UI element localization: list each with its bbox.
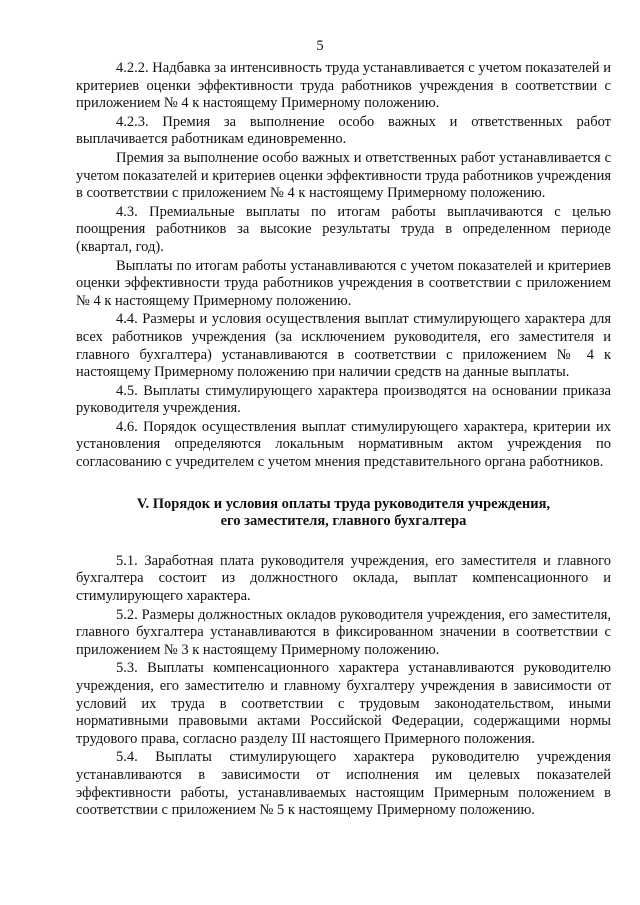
document-body: [76, 60, 611, 821]
paragraph-4-3: 4.3. Премиальные выплаты по итогам работы выплачиваются с целью поощрения работников за высокие результаты труда в определенном периоде (квартал, год).: [76, 203, 611, 255]
paragraph-4-2-2: 4.2.2. Надбавка за интенсивность труда устанавливается с учетом показателей и критериев оценки эффективности труда работников учреждения в соответствии с приложением № 4 к настоящему Примерному положению.: [76, 60, 611, 112]
paragraph-4-2-3-bonus: Премия за выполнение особо важных и ответственных работ устанавливается с учетом показателей и критериев оценки эффективности труда работников учреждения в соответствии с приложением № 4 к настоящему Примерному положению.: [76, 149, 611, 202]
paragraph-4-3-results: Выплаты по итогам работы устанавливаются с учетом показателей и критериев оценки эффективности труда работников учреждения в соответствии с приложением № 4 к настоящему Примерному положению.: [76, 257, 611, 309]
paragraph-5-3: 5.3. Выплаты компенсационного характера устанавливаются руководителю учреждения, его заместителю и главному бухгалтеру учреждения в зависимости от условий их труда в соответствии с трудовым законодательством, иными нормативными правовыми актами Российской Федерации, содержащими нормы трудового права, согласно разделу III настоящего Примерного положения.: [76, 660, 611, 747]
paragraph-5-2: 5.2. Размеры должностных окладов руководителя учреждения, его заместителя, главного бухгалтера устанавливаются в фиксированном значении в соответствии с приложением № 3 к настоящему Примерному положению.: [76, 606, 611, 658]
page-number: 5: [316, 38, 324, 54]
paragraph-4-2-3: 4.2.3. Премия за выполнение особо важных и ответственных работ выплачивается работникам единовременно.: [76, 113, 611, 148]
paragraph-4-4: 4.4. Размеры и условия осуществления выплат стимулирующего характера для всех работников учреждения (за исключением руководителя, его заместителя и главного бухгалтера) устанавливаются в соответствии с приложением № 4 к настоящему Примерному положению при наличии средств на данные выплаты.: [76, 311, 611, 381]
section-heading-line-1: V. Порядок и условия оплаты труда руководителя учреждения,: [136, 495, 551, 512]
section-heading: [76, 496, 611, 531]
section-heading-line-2: его заместителя, главного бухгалтера: [220, 513, 467, 530]
paragraph-5-1: 5.1. Заработная плата руководителя учреждения, его заместителя и главного бухгалтера состоит из должностного оклада, выплат компенсационного и стимулирующего характера.: [76, 552, 611, 605]
paragraph-4-6: 4.6. Порядок осуществления выплат стимулирующего характера, критерии их установления определяются локальным нормативным актом учреждения по согласованию с учредителем с учетом мнения представительного органа работников.: [76, 418, 611, 471]
paragraph-4-5: 4.5. Выплаты стимулирующего характера производятся на основании приказа руководителя учреждения.: [76, 382, 611, 417]
paragraph-5-4: 5.4. Выплаты стимулирующего характера руководителю учреждения устанавливаются в зависимости от исполнения им целевых показателей эффективности работы, устанавливаемых настоящим Примерным положением в соответствии с приложением № 5 к настоящему Примерному положению.: [76, 749, 611, 819]
